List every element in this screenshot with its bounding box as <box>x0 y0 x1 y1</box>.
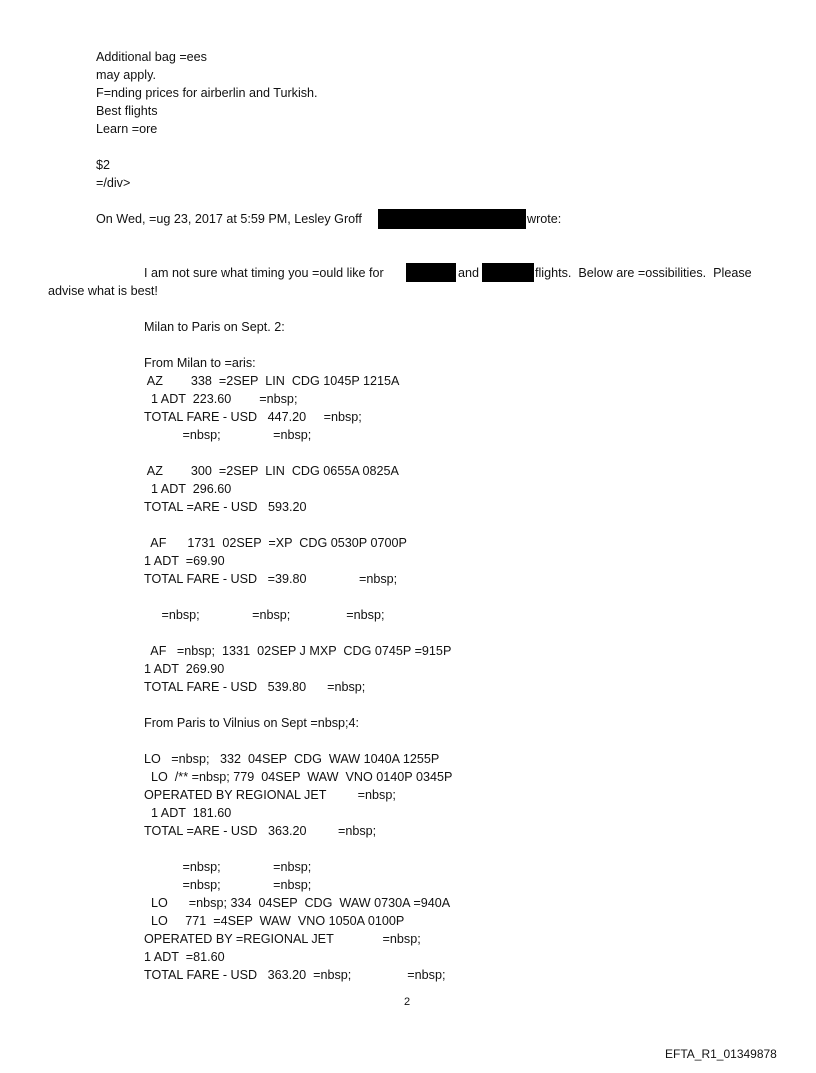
header-line-left: On Wed, =ug 23, 2017 at 5:59 PM, Lesley Groff <box>96 212 362 226</box>
text-line: =/div> <box>96 176 131 190</box>
body-line: AF 1731 02SEP =XP CDG 0530P 0700P <box>144 536 407 550</box>
redaction-box <box>406 263 456 282</box>
text-line: Best flights <box>96 104 158 118</box>
body-line: OPERATED BY REGIONAL JET =nbsp; <box>144 788 396 802</box>
text-line: may apply. <box>96 68 156 82</box>
header-line-right: wrote: <box>527 212 562 226</box>
body-line: TOTAL =ARE - USD 593.20 <box>144 500 307 514</box>
body-line: TOTAL FARE - USD 363.20 =nbsp; =nbsp; <box>144 968 446 982</box>
body-line: LO /** =nbsp; 779 04SEP WAW VNO 0140P 0345P <box>144 770 453 784</box>
body-line: TOTAL FARE - USD 447.20 =nbsp; <box>144 410 362 424</box>
text-line: $2 <box>96 158 111 172</box>
body-line: LO =nbsp; 334 04SEP CDG WAW 0730A =940A <box>144 896 451 910</box>
body-line: 1 ADT 181.60 <box>144 806 232 820</box>
bates-number: EFTA_R1_01349878 <box>665 1047 777 1061</box>
body-line: 1 ADT =81.60 <box>144 950 225 964</box>
body-line: LO 771 =4SEP WAW VNO 1050A 0100P <box>144 914 405 928</box>
body-line: 1 ADT 269.90 <box>144 662 225 676</box>
body-line: AZ 300 =2SEP LIN CDG 0655A 0825A <box>144 464 399 478</box>
intro-part-2: and <box>458 266 480 280</box>
body-line: LO =nbsp; 332 04SEP CDG WAW 1040A 1255P <box>144 752 440 766</box>
body-line: =nbsp; =nbsp; <box>144 860 312 874</box>
body-line: From Milan to =aris: <box>144 356 256 370</box>
body-line: TOTAL FARE - USD =39.80 =nbsp; <box>144 572 398 586</box>
redaction-box <box>378 209 526 229</box>
text-line: Additional bag =ees <box>96 50 207 64</box>
body-line: =nbsp; =nbsp; <box>144 428 312 442</box>
body-line: OPERATED BY =REGIONAL JET =nbsp; <box>144 932 421 946</box>
intro-part-3: flights. Below are =ossibilities. Please <box>535 266 752 280</box>
body-line: TOTAL FARE - USD 539.80 =nbsp; <box>144 680 366 694</box>
intro-line-2: advise what is best! <box>48 284 158 298</box>
body-line: 1 ADT 223.60 =nbsp; <box>144 392 298 406</box>
body-line: Milan to Paris on Sept. 2: <box>144 320 285 334</box>
body-line: AF =nbsp; 1331 02SEP J MXP CDG 0745P =915P <box>144 644 452 658</box>
body-line: AZ 338 =2SEP LIN CDG 1045P 1215A <box>144 374 400 388</box>
body-line: From Paris to Vilnius on Sept =nbsp;4: <box>144 716 360 730</box>
body-line: 1 ADT 296.60 <box>144 482 232 496</box>
intro-part-1: I am not sure what timing you =ould like for <box>144 266 384 280</box>
text-line: F=nding prices for airberlin and Turkish. <box>96 86 318 100</box>
page-number: 2 <box>404 996 411 1008</box>
body-line: =nbsp; =nbsp; <box>144 878 312 892</box>
body-line: TOTAL =ARE - USD 363.20 =nbsp; <box>144 824 377 838</box>
text-line: Learn =ore <box>96 122 158 136</box>
redaction-box <box>482 263 534 282</box>
body-line: 1 ADT =69.90 <box>144 554 225 568</box>
body-line: =nbsp; =nbsp; =nbsp; <box>144 608 385 622</box>
